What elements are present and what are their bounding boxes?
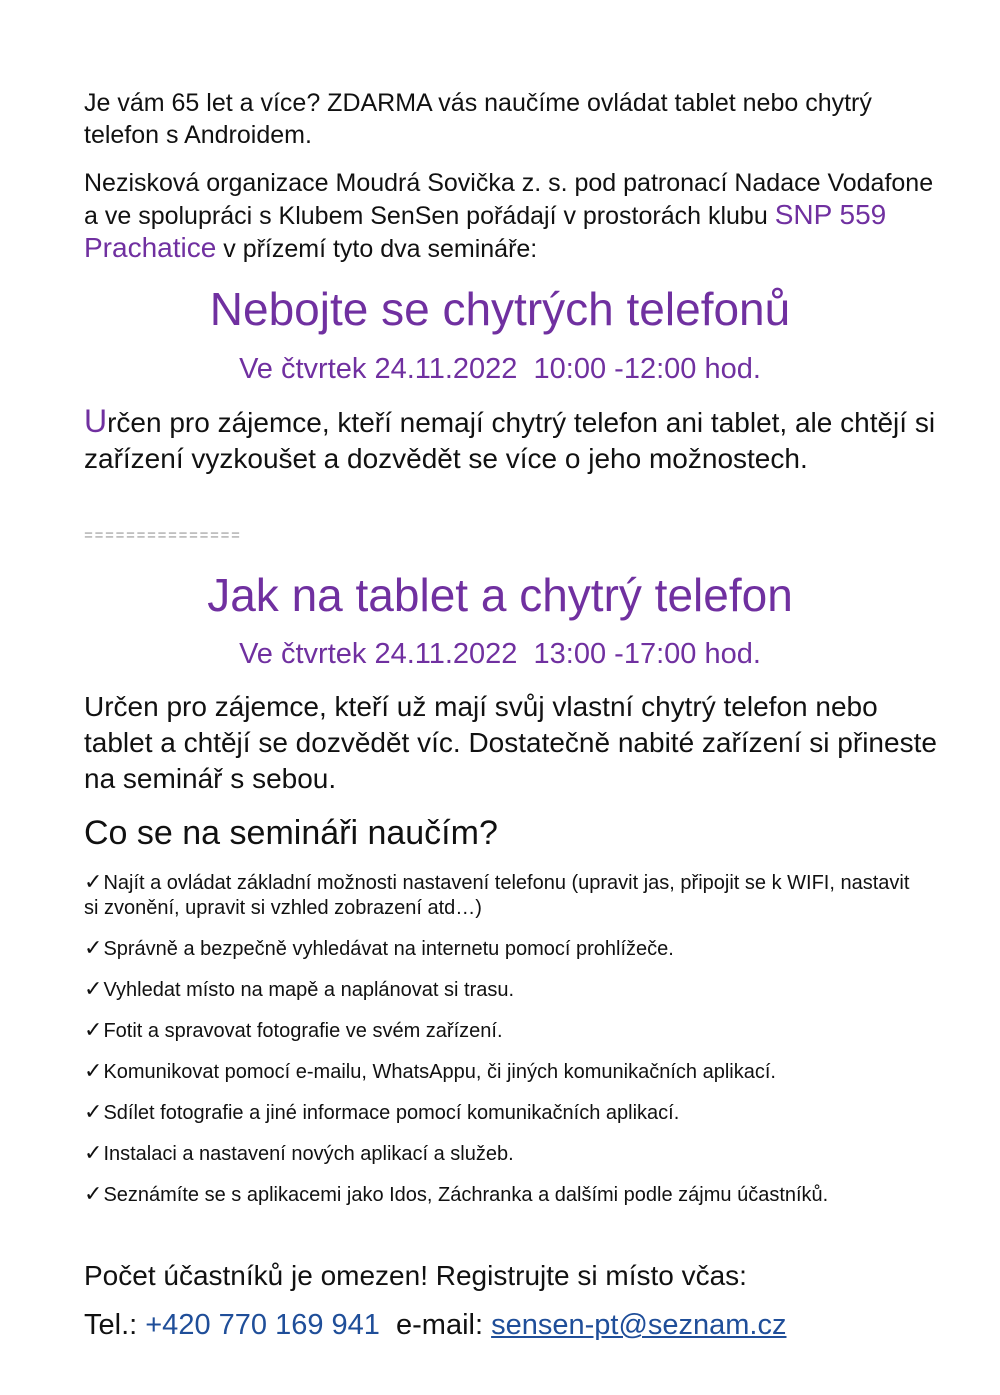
- checkmark-icon: ✓: [84, 1059, 103, 1084]
- list-item-text: Najít a ovládat základní možnosti nastavení telefonu (upravit jas, připojit se k WIFI, nastavit si zvonění, upravit si vzhled zobrazení atd…): [84, 872, 910, 919]
- list-item-text: Vyhledat místo na mapě a naplánovat si trasu.: [103, 979, 515, 1001]
- tel-label: Tel.:: [84, 1309, 146, 1341]
- topic-list: [84, 870, 920, 1223]
- seminar1-description: [84, 403, 945, 477]
- venue-location: SNP 559 Prachatice: [84, 199, 887, 263]
- checkmark-icon: ✓: [84, 977, 103, 1002]
- list-item: [84, 1059, 920, 1085]
- list-item: [84, 1182, 920, 1208]
- seminar2-description: Určen pro zájemce, kteří už mají svůj vlastní chytrý telefon nebo tablet a chtějí se dozvědět víc. Dostatečně nabité zařízení si přineste na seminář s sebou.: [84, 691, 937, 794]
- list-item: [84, 870, 920, 921]
- seminar1-title: Nebojte se chytrých telefonů: [209, 283, 791, 335]
- organizer-text-before: Nezisková organizace Moudrá Sovička z. s. pod patronací Nadace Vodafone a ve spolupráci s Klubem SenSen pořádají v prostorách klubu: [84, 169, 934, 230]
- list-item: [84, 977, 920, 1003]
- organizer-paragraph: [84, 167, 940, 265]
- list-item: [84, 1100, 920, 1126]
- checkmark-icon: ✓: [84, 1141, 103, 1166]
- seminar2-title: Jak na tablet a chytrý telefon: [207, 569, 793, 621]
- list-item: [84, 1141, 920, 1167]
- contact-line: [84, 1307, 940, 1343]
- organizer-text-after: v přízemí tyto dva semináře:: [216, 235, 538, 263]
- list-item-text: Fotit a spravovat fotografie ve svém zařízení.: [103, 1020, 503, 1042]
- checkmark-icon: ✓: [84, 1100, 103, 1125]
- list-item-text: Seznámíte se s aplikacemi jako Idos, Záchranka a dalšími podle zájmu účastníků.: [103, 1184, 829, 1206]
- phone-number[interactable]: +420 770 169 941: [145, 1309, 380, 1341]
- email-link[interactable]: sensen-pt@seznam.cz: [491, 1309, 787, 1341]
- learn-heading: Co se na semináři naučím?: [84, 814, 498, 852]
- email-label: e-mail:: [379, 1309, 492, 1341]
- list-item-text: Sdílet fotografie a jiné informace pomocí komunikačních aplikací.: [103, 1102, 680, 1124]
- seminar1-description-text: rčen pro zájemce, kteří nemají chytrý telefon ani tablet, ale chtějí si zařízení vyzkoušet a dozvědět se více o jeho možnostech.: [84, 407, 936, 474]
- list-item-text: Správně a bezpečně vyhledávat na internetu pomocí prohlížeče.: [103, 938, 674, 960]
- intro-paragraph: Je vám 65 let a více? ZDARMA vás naučíme ovládat tablet nebo chytrý telefon s Androidem.: [84, 89, 872, 149]
- seminar1-initial-letter: U: [84, 403, 108, 439]
- section-separator: ===============: [84, 528, 242, 545]
- checkmark-icon: ✓: [84, 936, 103, 961]
- checkmark-icon: ✓: [84, 1182, 103, 1207]
- seminar2-date: Ve čtvrtek 24.11.2022 13:00 -17:00 hod.: [239, 638, 761, 670]
- participant-limit-note: Počet účastníků je omezen! Registrujte si místo včas:: [84, 1260, 747, 1291]
- checkmark-icon: ✓: [84, 870, 103, 895]
- list-item: [84, 936, 920, 962]
- seminar1-date: Ve čtvrtek 24.11.2022 10:00 -12:00 hod.: [239, 353, 761, 385]
- list-item-text: Komunikovat pomocí e-mailu, WhatsAppu, či jiných komunikačních aplikací.: [103, 1061, 776, 1083]
- list-item-text: Instalaci a nastavení nových aplikací a služeb.: [103, 1143, 514, 1165]
- list-item: [84, 1018, 920, 1044]
- checkmark-icon: ✓: [84, 1018, 103, 1043]
